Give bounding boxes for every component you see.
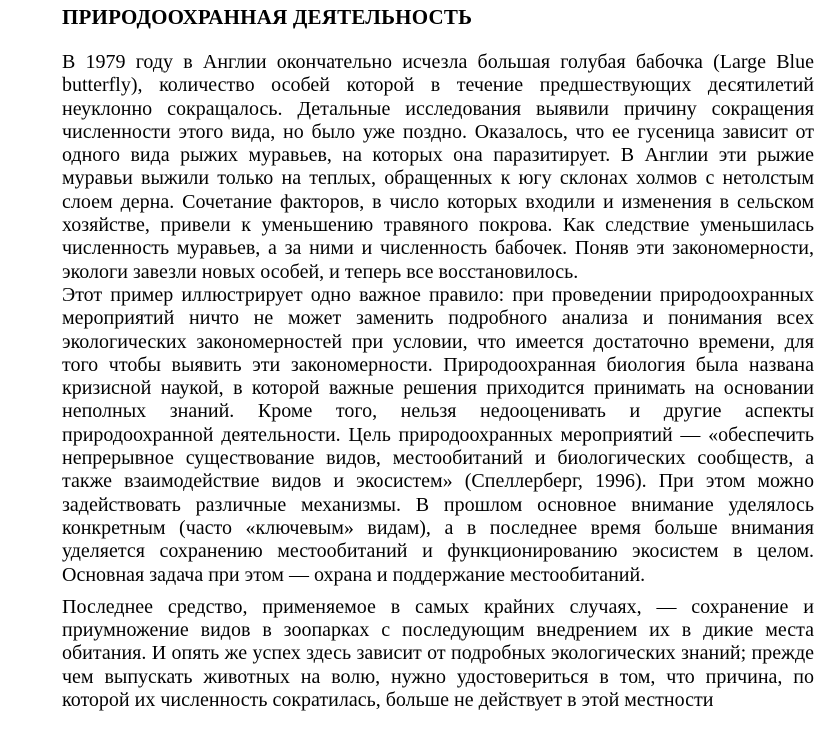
paragraph-butterfly-example: В 1979 году в Англии окончательно исчезла большая голубая бабочка (Large Blue butterfly), количество особей которой в течение предшествующих десятилетий неуклонно сокращалось. Детальные исследования выявили причину сокращения численности этого вида, но было уже поздно. Оказалось, что ее гусеница зависит от одного вида рыжих муравьев, на которых она паразитирует. В Англии эти рыжие муравьи выжили только на теплых, обращенных к югу склонах холмов с нетолстым слоем дерна. Сочетание факторов, в число которых входили и изменения в сельском хозяйстве, привели к уменьшению травяного покрова. Как следствие уменьшилась численность муравьев, а за ними и численность бабочек. Поняв эти закономерности, экологи завезли новых особей, и теперь все восстановилось.: [62, 51, 814, 283]
paragraph-zoo-breeding: Последнее средство, применяемое в самых крайних случаях, — сохранение и приумножение видов в зоопарках с последующим внедрением их в дикие места обитания. И опять же успех здесь зависит от подробных экологических знаний; прежде чем выпускать животных на волю, нужно удостовериться в том, что причина, по которой их численность сократилась, больше не действует в этой местности: [62, 595, 814, 712]
paragraph-conservation-rule: Этот пример иллюстрирует одно важное правило: при проведении природоохранных мероприятий ничто не может заменить подробного анализа и понимания всех экологических закономерностей при условии, что имеется достаточно времени, для того чтобы выявить эти закономерности. Природоохранная биология была названа кризисной наукой, в которой важные решения приходится принимать на основании неполных знаний. Кроме того, нельзя недооценивать и другие аспекты природоохранной деятельности. Цель природоохранных мероприятий — «обеспечить непрерывное существование видов, местообитаний и биологических сообществ, а также взаимодействие видов и экосистем» (Спеллерберг, 1996). При этом можно задействовать различные механизмы. В прошлом основное внимание уделялось конкретным (часто «ключевым» видам), а в последнее время больше внимания уделяется сохранению местообитаний и функционированию экосистем в целом. Основная задача при этом — охрана и поддержание местообитаний.: [62, 283, 814, 586]
document-title: ПРИРОДООХРАННАЯ ДЕЯТЕЛЬНОСТЬ: [62, 5, 473, 29]
document-page: [62, 0, 814, 712]
